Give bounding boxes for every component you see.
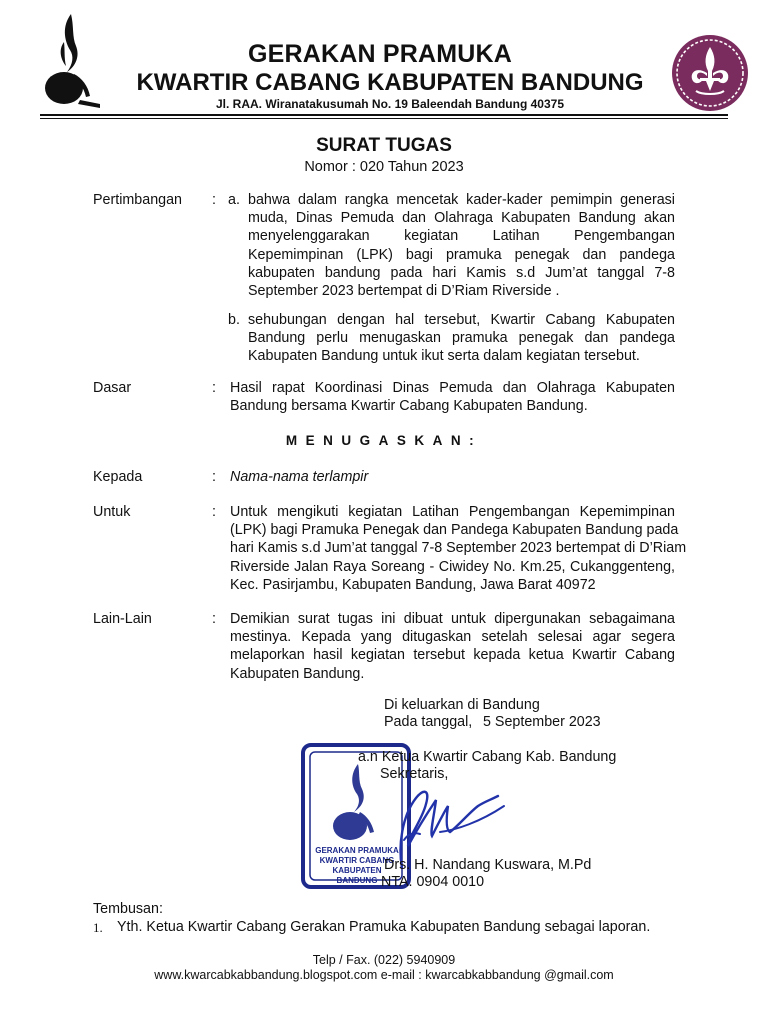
footer-web-email: www.kwarcabkabbandung.blogspot.com e-mail : kwarcabkabbandung @gmail.com [154, 968, 614, 982]
text-line: menyelenggarakan kegiatan Latihan Pengembangan [248, 228, 675, 245]
header-rule-thin [40, 118, 728, 119]
text-line: September 2023 bertempat di D’Riam Riverside . [248, 282, 560, 299]
text-line: Bandung perlu menugaskan pramuka penegak dan pandega [248, 330, 675, 347]
signatory-on-behalf: a.n Ketua Kwartir Cabang Kab. Bandung [358, 749, 617, 765]
document-number: Nomor : 020 Tahun 2023 [304, 159, 464, 175]
tembusan-item-text: Yth. Ketua Kwartir Cabang Gerakan Pramuka Kabupaten Bandung sebagai laporan. [117, 919, 651, 935]
document-title: SURAT TUGAS [316, 135, 452, 156]
point-a-text [248, 191, 675, 300]
header-rule [40, 114, 728, 116]
lain-lain-colon: : [212, 611, 216, 627]
text-line: Kepemimpinan (LPK) bagi pramuka penegak dan pandega [248, 246, 675, 263]
dasar-colon: : [212, 380, 216, 396]
lain-lain-text [230, 610, 675, 683]
text-line: Hasil rapat Koordinasi Dinas Pemuda dan Olahraga Kabupaten [230, 380, 675, 396]
point-b-marker: b. [228, 312, 240, 328]
kepada-value: Nama-nama terlampir [230, 469, 369, 485]
stamp-text-line: KWARTIR CABANG [319, 856, 395, 865]
text-line: Riverside Jalan Raya Soreang - Ciwidey No. Km.25, Cukanggenteng, [230, 558, 675, 575]
point-b-text [248, 311, 675, 366]
pertimbangan-label: Pertimbangan [93, 192, 183, 208]
untuk-label: Untuk [93, 504, 131, 520]
text-line: mestinya. Kepada yang ditugaskan setelah selesai agar segera [230, 629, 675, 646]
point-a-marker: a. [228, 192, 240, 208]
untuk-text [230, 503, 687, 594]
org-name-line2: KWARTIR CABANG KABUPATEN BANDUNG [136, 69, 644, 96]
issued-date-value: 5 September 2023 [483, 714, 601, 730]
signatory-nta: NTA. 0904 0010 [381, 874, 485, 890]
text-line: Untuk mengikuti kegiatan Latihan Pengembangan Kepemimpinan [230, 504, 675, 520]
menugaskan-heading: MENUGASKAN: [285, 433, 483, 448]
text-line: Kabupaten Bandung untuk ikut serta dalam kegiatan tersebut. [248, 348, 640, 365]
signatory-position: Sekretaris, [380, 766, 449, 782]
stamp-text-line: KABUPATEN BANDUNG [332, 866, 382, 885]
org-name-line1: GERAKAN PRAMUKA [247, 40, 513, 68]
text-line: Kec. Pasirjambu, Kabupaten Bandung, Jawa Barat 40972 [230, 576, 596, 593]
untuk-colon: : [212, 504, 216, 520]
stamp-text-line: GERAKAN PRAMUKA [315, 846, 399, 855]
text-line: muda, Dinas Pemuda dan Olahraga Kabupaten Bandung akan [248, 210, 675, 227]
text-line: kabupaten bandung pada hari Kamis s.d Jum’at tanggal 7-8 [248, 264, 675, 281]
dasar-label: Dasar [93, 380, 132, 396]
issued-date-label: Pada tanggal, [384, 714, 473, 730]
signatory-name: Drs. H. Nandang Kuswara, M.Pd [384, 857, 592, 873]
text-line: Demikian surat tugas ini dibuat untuk dipergunakan sebagaimana [230, 611, 675, 627]
tembusan-label: Tembusan: [93, 901, 163, 917]
pertimbangan-colon: : [212, 192, 216, 208]
text-line: sehubungan dengan hal tersebut, Kwartir Cabang Kabupaten [248, 312, 675, 328]
org-address: Jl. RAA. Wiranatakusumah No. 19 Baleendah Bandung 40375 [216, 97, 564, 111]
text-line: melaporkan hasil kegiatan tersebut kepada ketua Kwartir Cabang [230, 647, 675, 664]
tunas-kelapa-icon [40, 12, 102, 110]
text-line: Bandung bersama Kwartir Cabang Kabupaten Bandung. [230, 398, 588, 415]
text-line: Kabupaten Bandung. [230, 665, 365, 682]
world-scout-emblem-icon [670, 33, 750, 113]
tembusan-item-number: 1. [93, 920, 103, 935]
footer-phone: Telp / Fax. (022) 5940909 [312, 953, 456, 967]
lain-lain-label: Lain-Lain [93, 611, 152, 627]
text-line: (LPK) bagi Pramuka Penegak dan Pandega Kabupaten Bandung pada [230, 522, 679, 539]
kepada-colon: : [212, 469, 216, 485]
text-line: hari Kamis s.d Jum’at tanggal 7-8 September 2023 bertempat di D’Riam [230, 540, 687, 557]
dasar-text [230, 379, 675, 415]
issued-place: Di keluarkan di Bandung [384, 697, 540, 713]
kepada-label: Kepada [93, 469, 143, 485]
text-line: bahwa dalam rangka mencetak kader-kader pemimpin generasi [248, 192, 675, 208]
